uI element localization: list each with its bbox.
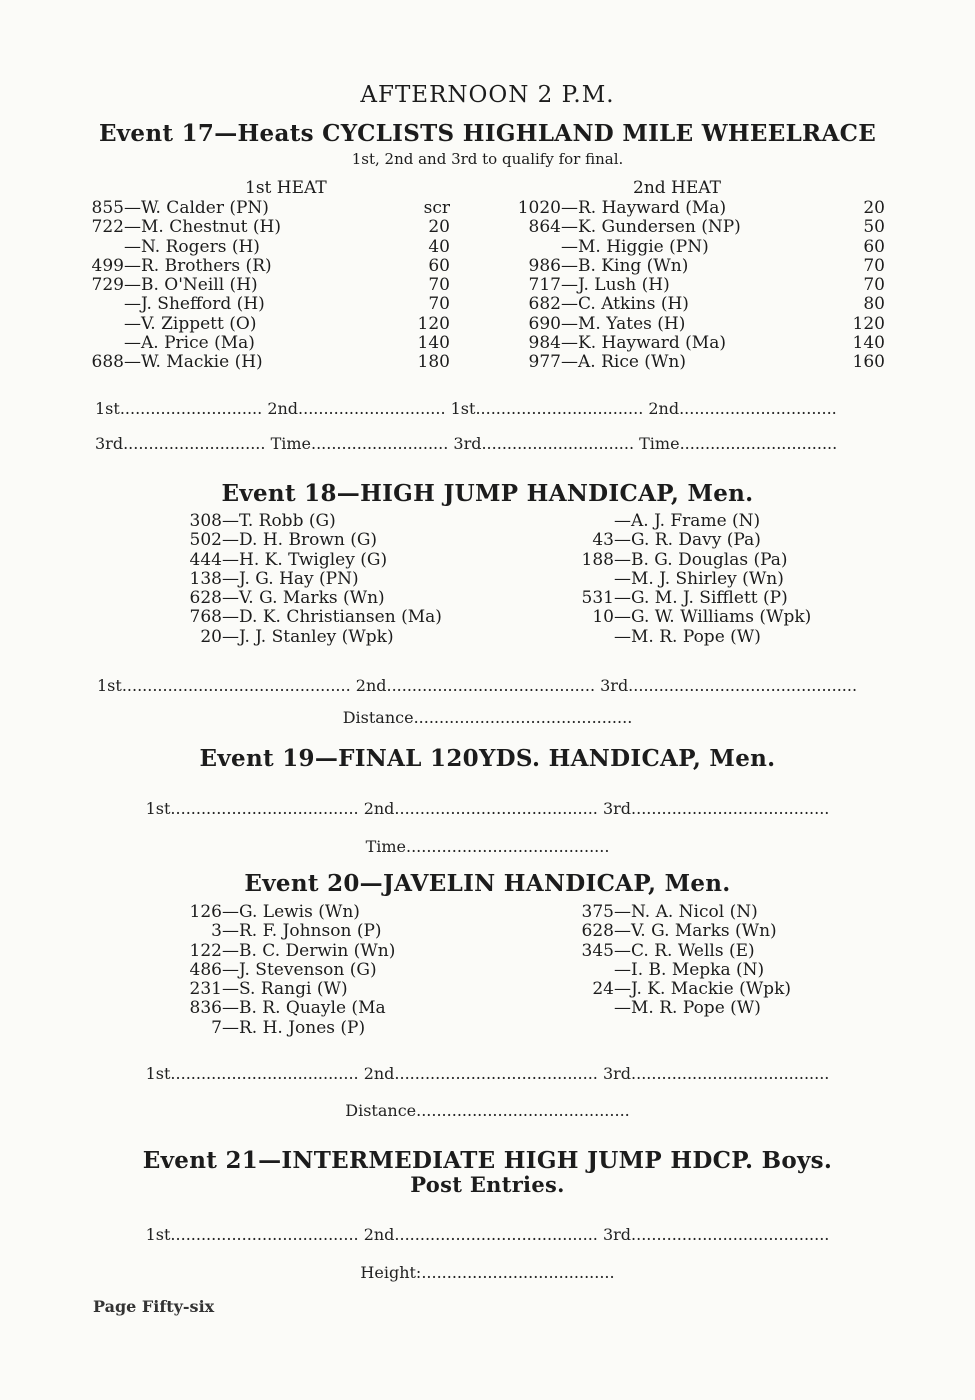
heat-2-label: 2nd HEAT <box>633 178 721 198</box>
entry-number: 43 <box>592 530 614 551</box>
entry-dash: — <box>222 568 239 589</box>
entry-dash: — <box>222 626 239 647</box>
entry-handicap: 120 <box>852 313 885 334</box>
event-19-results-row-1: 1st..................................... 2nd........................................ 3rd....................................... <box>145 799 830 818</box>
entry-row <box>515 353 895 372</box>
entry-dash: — <box>124 236 141 257</box>
entry-row <box>515 295 895 314</box>
entry-row <box>180 903 500 922</box>
entry-row <box>180 628 500 647</box>
entry-name: K. Hayward (Ma) <box>578 333 726 354</box>
entry-name: T. Robb (G) <box>239 511 336 531</box>
entry-dash: — <box>614 511 631 531</box>
entry-number: 682 <box>528 294 561 315</box>
entry-row <box>180 589 500 608</box>
entry-row <box>515 218 895 237</box>
entry-handicap: 20 <box>428 217 450 238</box>
entry-number: 499 <box>91 255 124 276</box>
entry-number: 502 <box>189 530 222 551</box>
entry-number: 855 <box>91 198 124 218</box>
entry-name: R. Hayward (Ma) <box>578 198 727 218</box>
event-20-right-list <box>570 903 900 1019</box>
event-18-results-row-2: Distance........................................... <box>342 708 633 727</box>
entry-name: H. K. Twigley (G) <box>239 549 388 570</box>
entry-handicap: 70 <box>428 294 450 315</box>
entry-handicap: 70 <box>863 275 885 296</box>
event-21-results-row-2: Height:...................................... <box>360 1263 615 1282</box>
entry-handicap: 70 <box>428 275 450 296</box>
entry-name: R. H. Jones (P) <box>239 1017 366 1038</box>
entry-dash: — <box>614 902 631 922</box>
entry-name: R. Brothers (R) <box>141 255 272 276</box>
entry-number: 308 <box>189 511 222 531</box>
entry-row <box>180 980 500 999</box>
entry-row <box>570 512 900 531</box>
entry-name: J. Lush (H) <box>578 275 670 296</box>
entry-dash: — <box>124 313 141 334</box>
entry-dash: — <box>561 217 578 238</box>
entry-row <box>180 961 500 980</box>
entry-row <box>180 1019 500 1038</box>
event-19-results-row-2: Time........................................ <box>365 837 610 856</box>
entry-dash: — <box>124 255 141 276</box>
event-17-title: Event 17—Heats CYCLISTS HIGHLAND MILE WHEELRACE <box>98 120 877 147</box>
entry-name: D. H. Brown (G) <box>239 530 378 551</box>
entry-name: K. Gundersen (NP) <box>578 217 741 238</box>
entry-name: G. Lewis (Wn) <box>239 902 360 922</box>
entry-dash: — <box>222 1017 239 1038</box>
entry-handicap: 50 <box>863 217 885 238</box>
entry-name: B. O'Neill (H) <box>141 275 258 296</box>
event-20-title: Event 20—JAVELIN HANDICAP, Men. <box>244 870 731 897</box>
entry-number: 977 <box>528 352 561 373</box>
entry-number: 729 <box>91 275 124 296</box>
entry-dash: — <box>614 998 631 1019</box>
entry-row <box>570 999 900 1018</box>
entry-name: D. K. Christiansen (Ma) <box>239 607 442 628</box>
entry-dash: — <box>614 530 631 551</box>
entry-row <box>570 961 900 980</box>
entry-dash: — <box>124 294 141 315</box>
entry-number: 984 <box>528 333 561 354</box>
event-18-right-list <box>570 512 900 647</box>
entry-number: 717 <box>528 275 561 296</box>
entry-row <box>570 608 900 627</box>
entry-row <box>515 334 895 353</box>
entry-dash: — <box>614 921 631 942</box>
entry-row <box>90 238 470 257</box>
entry-number: 3 <box>211 921 222 942</box>
entry-number: 864 <box>528 217 561 238</box>
entry-name: B. R. Quayle (Ma <box>239 998 386 1019</box>
entry-name: N. Rogers (H) <box>141 236 260 257</box>
entry-dash: — <box>222 998 239 1019</box>
entry-row <box>180 999 500 1018</box>
entry-row <box>515 315 895 334</box>
entry-name: M. Yates (H) <box>578 313 686 334</box>
event-20-results-row-2: Distance.......................................... <box>345 1101 630 1120</box>
entry-row <box>570 531 900 550</box>
entry-dash: — <box>614 959 631 980</box>
entry-row <box>180 922 500 941</box>
entry-number: 20 <box>200 626 222 647</box>
entry-row <box>90 257 470 276</box>
entry-row <box>570 551 900 570</box>
entry-dash: — <box>614 626 631 647</box>
entry-dash: — <box>124 352 141 373</box>
entry-number: 10 <box>592 607 614 628</box>
event-21-subtitle: Post Entries. <box>410 1172 565 1197</box>
entry-row <box>515 257 895 276</box>
entry-row <box>515 238 895 257</box>
entry-dash: — <box>561 294 578 315</box>
entry-dash: — <box>561 255 578 276</box>
entry-dash: — <box>222 979 239 1000</box>
entry-dash: — <box>561 333 578 354</box>
entry-dash: — <box>222 607 239 628</box>
event-21-title: Event 21—INTERMEDIATE HIGH JUMP HDCP. Boys. <box>142 1147 833 1174</box>
entry-number: 628 <box>189 588 222 609</box>
entry-row <box>180 608 500 627</box>
entry-name: C. Atkins (H) <box>578 294 689 315</box>
entry-handicap: 80 <box>863 294 885 315</box>
entry-name: J. G. Hay (PN) <box>239 568 359 589</box>
entry-dash: — <box>561 352 578 373</box>
event-21-results-row-1: 1st..................................... 2nd........................................ 3rd....................................... <box>145 1225 830 1244</box>
entry-dash: — <box>561 236 578 257</box>
entry-row <box>90 353 470 372</box>
entry-handicap: 160 <box>852 352 885 373</box>
entry-dash: — <box>222 511 239 531</box>
entry-row <box>570 980 900 999</box>
entry-dash: — <box>222 902 239 922</box>
entry-number: 138 <box>189 568 222 589</box>
session-heading: AFTERNOON 2 P.M. <box>360 82 615 108</box>
entry-row <box>180 942 500 961</box>
entry-row <box>515 276 895 295</box>
entry-name: W. Mackie (H) <box>141 352 263 373</box>
entry-name: M. R. Pope (W) <box>631 998 761 1019</box>
entry-row <box>90 334 470 353</box>
event-18-left-list <box>180 512 500 647</box>
entry-name: S. Rangi (W) <box>239 979 348 1000</box>
entry-name: A. J. Frame (N) <box>631 511 761 531</box>
entry-number: 531 <box>581 588 614 609</box>
entry-name: J. Shefford (H) <box>141 294 265 315</box>
event-17-note: 1st, 2nd and 3rd to qualify for final. <box>351 150 624 168</box>
entry-row <box>90 218 470 237</box>
entry-number: 375 <box>581 902 614 922</box>
page-footer: Page Fifty-six <box>93 1297 215 1316</box>
entry-dash: — <box>124 217 141 238</box>
entry-dash: — <box>614 607 631 628</box>
entry-handicap: 60 <box>863 236 885 257</box>
heat-1-list <box>90 199 470 373</box>
entry-handicap: 60 <box>428 255 450 276</box>
entry-name: G. W. Williams (Wpk) <box>631 607 812 628</box>
heat-2-list <box>515 199 895 373</box>
entry-name: B. C. Derwin (Wn) <box>239 940 396 961</box>
entry-number: 722 <box>91 217 124 238</box>
entry-row <box>515 199 895 218</box>
entry-number: 231 <box>189 979 222 1000</box>
entry-number: 188 <box>581 549 614 570</box>
entry-name: M. Higgie (PN) <box>578 236 709 257</box>
entry-row <box>570 903 900 922</box>
event-19-title: Event 19—FINAL 120YDS. HANDICAP, Men. <box>199 745 776 772</box>
entry-name: R. F. Johnson (P) <box>239 921 382 942</box>
entry-dash: — <box>222 959 239 980</box>
entry-name: G. M. J. Sifflett (P) <box>631 588 788 609</box>
entry-dash: — <box>561 313 578 334</box>
entry-number: 688 <box>91 352 124 373</box>
event-18-results-row-1: 1st............................................. 2nd......................................... 3rd............................................. <box>97 676 858 695</box>
entry-dash: — <box>561 198 578 218</box>
entry-dash: — <box>222 940 239 961</box>
entry-name: M. J. Shirley (Wn) <box>631 568 784 589</box>
entry-dash: — <box>222 588 239 609</box>
entry-dash: — <box>614 568 631 589</box>
entry-name: A. Price (Ma) <box>141 333 255 354</box>
entry-name: W. Calder (PN) <box>141 198 269 218</box>
entry-number: 690 <box>528 313 561 334</box>
entry-name: B. G. Douglas (Pa) <box>631 549 788 570</box>
entry-name: M. R. Pope (W) <box>631 626 761 647</box>
event-17-results-row-1: 1st............................ 2nd............................. 1st................................. 2nd............................... <box>95 399 837 418</box>
heat-1-label: 1st HEAT <box>245 178 327 198</box>
entry-number: 986 <box>528 255 561 276</box>
entry-row <box>570 589 900 608</box>
entry-name: C. R. Wells (E) <box>631 940 755 961</box>
event-20-results-row-1: 1st..................................... 2nd........................................ 3rd....................................... <box>145 1064 830 1083</box>
entry-handicap: 120 <box>417 313 450 334</box>
entry-name: B. King (Wn) <box>578 255 689 276</box>
entry-row <box>570 570 900 589</box>
entry-number: 628 <box>581 921 614 942</box>
entry-number: 126 <box>189 902 222 922</box>
entry-name: I. B. Mepka (N) <box>631 959 765 980</box>
entry-row <box>180 531 500 550</box>
entry-number: 486 <box>189 959 222 980</box>
entry-dash: — <box>222 549 239 570</box>
entry-name: V. G. Marks (Wn) <box>631 921 777 942</box>
entry-dash: — <box>614 940 631 961</box>
entry-dash: — <box>614 979 631 1000</box>
entry-name: A. Rice (Wn) <box>578 352 686 373</box>
event-17-results-row-2: 3rd............................ Time........................... 3rd.............................. Time............................... <box>95 434 838 453</box>
entry-name: M. Chestnut (H) <box>141 217 282 238</box>
entry-row <box>90 199 470 218</box>
entry-row <box>570 628 900 647</box>
entry-row <box>180 551 500 570</box>
entry-row <box>90 276 470 295</box>
entry-number: 768 <box>189 607 222 628</box>
entry-name: V. Zippett (O) <box>141 313 257 334</box>
entry-dash: — <box>124 198 141 218</box>
entry-handicap: 140 <box>417 333 450 354</box>
event-18-title: Event 18—HIGH JUMP HANDICAP, Men. <box>221 480 754 507</box>
entry-row <box>180 512 500 531</box>
entry-row <box>90 295 470 314</box>
entry-number: 7 <box>211 1017 222 1038</box>
entry-number: 444 <box>189 549 222 570</box>
entry-handicap: scr <box>423 198 450 218</box>
entry-name: J. J. Stanley (Wpk) <box>239 626 394 647</box>
entry-handicap: 70 <box>863 255 885 276</box>
entry-dash: — <box>222 921 239 942</box>
entry-name: V. G. Marks (Wn) <box>239 588 385 609</box>
entry-row <box>570 942 900 961</box>
entry-dash: — <box>124 275 141 296</box>
entry-handicap: 180 <box>417 352 450 373</box>
entry-number: 345 <box>581 940 614 961</box>
entry-number: 1020 <box>517 198 561 218</box>
entry-number: 122 <box>189 940 222 961</box>
entry-name: N. A. Nicol (N) <box>631 902 758 922</box>
entry-name: J. Stevenson (G) <box>239 959 377 980</box>
entry-row <box>180 570 500 589</box>
entry-row <box>570 922 900 941</box>
entry-handicap: 40 <box>428 236 450 257</box>
entry-handicap: 20 <box>863 198 885 218</box>
entry-dash: — <box>614 549 631 570</box>
entry-handicap: 140 <box>852 333 885 354</box>
entry-dash: — <box>222 530 239 551</box>
entry-row <box>90 315 470 334</box>
event-20-left-list <box>180 903 500 1038</box>
entry-dash: — <box>561 275 578 296</box>
entry-name: G. R. Davy (Pa) <box>631 530 761 551</box>
entry-number: 24 <box>592 979 614 1000</box>
entry-dash: — <box>614 588 631 609</box>
entry-name: J. K. Mackie (Wpk) <box>631 979 791 1000</box>
entry-number: 836 <box>189 998 222 1019</box>
entry-dash: — <box>124 333 141 354</box>
